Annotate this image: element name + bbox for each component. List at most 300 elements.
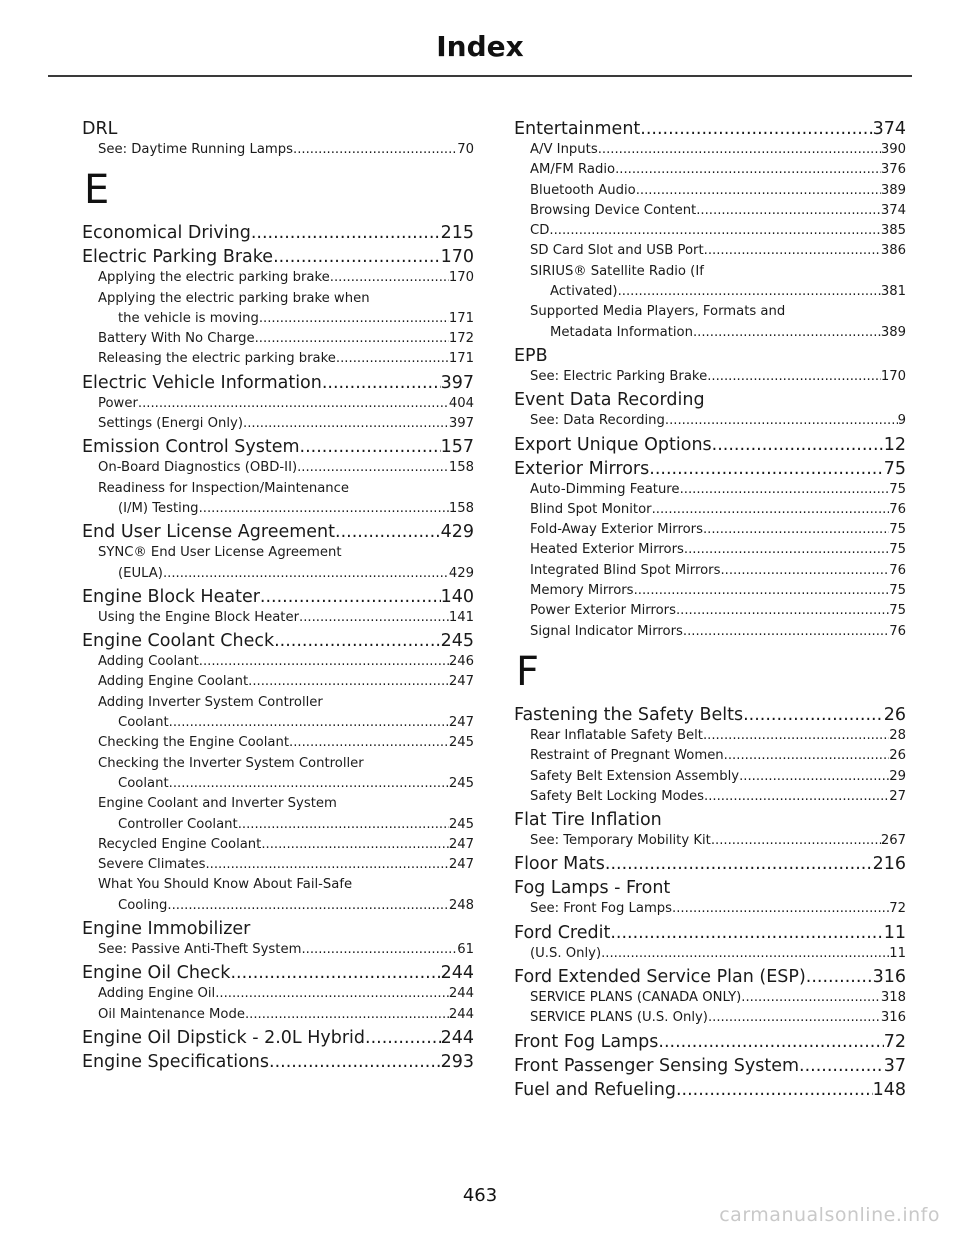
entry-label: Engine Oil Dipstick - 2.0L Hybrid [82,1027,366,1048]
dot-leader [169,774,449,794]
entry-label: (U.S. Only) [530,945,602,961]
index-subentry[interactable] [514,181,906,201]
index-subentry[interactable] [514,988,906,1008]
entry-label-continued: Activated) [550,284,618,300]
index-subentry[interactable] [514,411,906,431]
page-ref: 247 [448,674,474,690]
page-ref: 385 [880,223,906,239]
dot-leader [245,1005,449,1025]
index-subentry[interactable] [514,160,906,180]
dot-leader [676,1079,873,1101]
entry-label-continued: Cooling [118,897,168,913]
page-ref: 170 [440,247,474,268]
dot-leader [711,831,881,851]
dot-leader [704,787,889,807]
entry-label: See: Daytime Running Lamps [98,142,294,157]
entry-label: Checking the Inverter System Controller [98,755,364,771]
page-ref: 374 [880,202,906,218]
dot-leader [255,329,449,349]
index-entry[interactable] [82,372,474,394]
dot-leader [640,118,872,140]
entry-label: Front Fog Lamps [514,1031,659,1052]
page-ref: 397 [440,372,474,393]
index-subentry[interactable] [514,944,906,964]
entry-label: Fastening the Safety Belts [514,704,744,725]
index-subentry[interactable] [514,787,906,807]
page-ref: 245 [448,735,474,751]
dot-leader [741,988,881,1008]
index-entry[interactable] [82,962,474,984]
page-ref: 171 [448,351,474,367]
dot-leader [169,713,449,733]
entry-label: Safety Belt Locking Modes [530,788,705,804]
page-ref: 157 [440,437,474,458]
index-subentry[interactable] [514,899,906,919]
entry-label: Fold-Away Exterior Mirrors [530,522,703,538]
entry-label: Settings (Energi Only) [98,416,243,432]
entry-label-continued: the vehicle is moving [118,310,259,326]
dot-leader [704,241,881,261]
entry-label: Checking the Engine Coolant [98,735,289,751]
dot-leader [743,704,884,726]
page-ref: 216 [872,854,906,875]
index-subentry[interactable] [514,767,906,787]
index-subentry[interactable] [82,479,474,520]
entry-label-continued: (EULA) [118,565,163,581]
dot-leader [297,458,449,478]
index-subentry[interactable] [514,241,906,261]
index-subentry[interactable] [82,652,474,672]
index-column-left [82,116,474,1073]
dot-leader [696,201,881,221]
index-subentry[interactable] [82,289,474,330]
entry-label: See: Passive Anti-Theft System [98,942,302,958]
dot-leader [163,564,449,584]
dot-leader [299,608,449,628]
index-subentry[interactable] [514,601,906,621]
index-subentry[interactable] [82,458,474,478]
entry-label: Engine Coolant Check [82,631,275,652]
page-ref: 141 [448,609,474,625]
entry-label: SYNC® End User License Agreement [98,545,342,561]
entry-label: EPB [514,345,548,366]
page-ref: 244 [440,1027,474,1048]
index-entry[interactable] [514,922,906,944]
entry-label: Safety Belt Extension Assembly [530,768,740,784]
index-subentry[interactable] [514,302,906,343]
dot-leader [260,586,441,608]
entry-label: Engine Specifications [82,1051,270,1072]
dot-leader [549,221,880,241]
index-subentry[interactable] [82,835,474,855]
page-ref: 9 [897,413,906,429]
entry-label: Adding Engine Coolant [98,674,249,690]
dot-leader [680,480,890,500]
dot-leader [601,944,889,964]
header-divider [48,75,912,77]
entry-label: Power [98,395,138,411]
dot-leader [243,414,449,434]
page-ref: 37 [883,1055,906,1076]
dot-leader [708,1008,881,1028]
entry-label: CD [530,223,550,239]
section-letter: F [516,648,540,695]
index-subentry[interactable] [82,754,474,795]
entry-label: Exterior Mirrors [514,458,650,479]
index-entry[interactable] [514,118,906,140]
dot-leader [238,815,449,835]
dot-leader [335,521,441,543]
page-ref: 316 [872,967,906,988]
page-ref: 76 [889,501,906,517]
entry-label: Integrated Blind Spot Mirrors [530,562,721,578]
page-ref: 244 [448,1006,474,1022]
dot-leader [739,767,889,787]
dot-leader [806,966,873,988]
index-subentry[interactable] [514,622,906,642]
index-subentry[interactable] [82,329,474,349]
index-subentry[interactable] [82,794,474,835]
page-ref: 429 [440,522,474,543]
entry-label: Adding Engine Oil [98,986,216,1002]
page-ref: 244 [440,963,474,984]
entry-label: SERVICE PLANS (CANADA ONLY) [530,990,742,1006]
page-ref: 76 [889,562,906,578]
index-subentry[interactable] [82,608,474,628]
page-ref: 381 [880,284,906,300]
entry-label: Floor Mats [514,854,605,875]
index-entry[interactable] [514,458,906,480]
page-ref: 72 [889,901,906,917]
page-ref: 245 [448,775,474,791]
page-ref: 158 [448,460,474,476]
dot-leader [251,222,441,244]
index-entry[interactable] [82,521,474,543]
entry-label: Restraint of Pregnant Women [530,748,724,764]
dot-leader [365,1027,441,1049]
entry-label: Using the Engine Block Heater [98,609,300,625]
entry-label: Battery With No Charge [98,331,255,347]
index-subentry[interactable] [82,855,474,875]
entry-label: Blind Spot Monitor [530,501,652,517]
page-ref: 75 [889,481,906,497]
index-subentry[interactable] [82,140,474,160]
entry-label: See: Electric Parking Brake [530,368,708,384]
entry-label: Fuel and Refueling [514,1079,676,1100]
dot-leader [289,733,449,753]
index-subentry[interactable] [82,543,474,584]
page-ref: 247 [448,715,474,731]
page-ref: 148 [872,1079,906,1100]
index-entry[interactable] [82,1051,474,1073]
page-ref: 11 [889,945,906,961]
dot-leader [300,436,441,458]
page-ref: 140 [440,586,474,607]
dot-leader [610,922,883,944]
page-ref: 29 [889,768,906,784]
dot-leader [261,835,448,855]
dot-leader [274,630,440,652]
index-subentry[interactable] [82,672,474,692]
dot-leader [322,372,441,394]
page-ref: 386 [880,243,906,259]
dot-leader [712,434,884,456]
page-ref: 246 [448,654,474,670]
entry-label-continued: Metadata Information [550,324,693,340]
index-subentry[interactable] [514,201,906,221]
index-entry[interactable] [514,704,906,726]
index-subentry[interactable] [514,726,906,746]
entry-label-continued: Controller Coolant [118,816,238,832]
entry-label: What You Should Know About Fail-Safe [98,877,353,893]
entry-label: Fog Lamps - Front [514,878,671,899]
index-subentry[interactable] [82,1005,474,1025]
dot-leader [269,1051,441,1073]
entry-label: Rear Inflatable Safety Belt [530,727,703,743]
index-subentry[interactable] [514,262,906,303]
dot-leader [205,855,448,875]
index-subentry[interactable] [514,540,906,560]
page-ref: 215 [440,223,474,244]
dot-leader [658,1031,883,1053]
entry-label: Memory Mirrors [530,583,634,599]
page-ref: 12 [883,434,906,455]
entry-label: Supported Media Players, Formats and [530,304,786,320]
index-subentry[interactable] [514,561,906,581]
entry-label: SIRIUS® Satellite Radio (If [530,263,704,279]
index-entry[interactable] [82,586,474,608]
entry-label: Signal Indicator Mirrors [530,623,683,639]
entry-label: Engine Coolant and Inverter System [98,796,337,812]
index-subentry[interactable] [82,349,474,369]
dot-leader [273,246,441,268]
page-ref: 170 [448,270,474,286]
dot-leader [605,853,873,875]
page-ref: 171 [448,310,474,326]
index-subentry[interactable] [514,581,906,601]
index-entry[interactable] [514,434,906,456]
index-subentry[interactable] [82,268,474,288]
entry-label: Oil Maintenance Mode [98,1006,245,1022]
dot-leader [799,1055,884,1077]
entry-label: Applying the electric parking brake when [98,290,370,306]
page-ref: 11 [883,922,906,943]
entry-label: Applying the electric parking brake [98,270,330,286]
dot-leader [672,899,889,919]
page-ref: 61 [457,942,474,958]
page-ref: 70 [457,142,474,157]
entry-label: See: Data Recording [530,413,665,429]
index-entry[interactable] [82,222,474,244]
page-number: 463 [462,1185,498,1206]
entry-label: See: Temporary Mobility Kit [530,833,711,849]
entry-label: Heated Exterior Mirrors [530,542,684,558]
index-entry[interactable] [82,118,474,140]
index-subentry[interactable] [82,984,474,1004]
dot-leader [720,561,889,581]
page-ref: 374 [872,119,906,139]
dot-leader [215,984,449,1004]
dot-leader [248,672,449,692]
page-ref: 389 [880,324,906,340]
dot-leader [199,499,449,519]
page-ref: 75 [889,583,906,599]
index-entry[interactable] [514,1031,906,1053]
page-ref: 248 [448,897,474,913]
dot-leader [684,540,889,560]
page-ref: 318 [880,990,906,1006]
entry-label: Auto-Dimming Feature [530,481,680,497]
index-entry[interactable] [514,809,906,831]
index-subentry[interactable] [82,875,474,916]
page-ref: 247 [448,836,474,852]
page-ref: 75 [889,603,906,619]
index-column-right [514,116,906,1101]
dot-leader [330,268,449,288]
index-subentry[interactable] [82,394,474,414]
entry-label: Engine Block Heater [82,586,260,607]
entry-label: Economical Driving [82,223,251,244]
entry-label-continued: Coolant [118,715,169,731]
entry-label: Power Exterior Mirrors [530,603,676,619]
page-ref: 72 [883,1031,906,1052]
page-ref: 404 [448,395,474,411]
entry-label: Severe Climates [98,857,206,873]
entry-label: DRL [82,119,118,139]
entry-label: SD Card Slot and USB Port [530,243,704,259]
dot-leader [618,282,881,302]
index-subentry[interactable] [514,746,906,766]
entry-label: Releasing the electric parking brake [98,351,336,367]
index-subentry[interactable] [514,500,906,520]
index-entry[interactable] [82,246,474,268]
page-ref: 170 [880,368,906,384]
entry-label: Browsing Device Content [530,202,697,218]
entry-label: Bluetooth Audio [530,182,636,198]
entry-label: Ford Extended Service Plan (ESP) [514,967,806,988]
page-ref: 267 [880,833,906,849]
index-entry[interactable] [514,389,906,411]
index-entry[interactable] [514,966,906,988]
entry-label: Export Unique Options [514,434,712,455]
dot-leader [634,581,890,601]
entry-label: SERVICE PLANS (U.S. Only) [530,1010,708,1026]
page-ref: 172 [448,331,474,347]
page-ref: 27 [889,788,906,804]
dot-leader [199,652,449,672]
dot-leader [259,309,449,329]
entry-label: Electric Vehicle Information [82,372,322,393]
page-ref: 429 [448,565,474,581]
entry-label: See: Front Fog Lamps [530,901,673,917]
dot-leader [676,601,889,621]
entry-label-continued: (I/M) Testing [118,500,199,516]
index-subentry[interactable] [514,520,906,540]
index-entry[interactable] [514,345,906,367]
entry-label: Engine Immobilizer [82,919,251,940]
dot-leader [167,896,448,916]
dot-leader [138,394,449,414]
page-ref: 26 [883,704,906,725]
page-ref: 389 [880,182,906,198]
index-subentry[interactable] [514,1008,906,1028]
page-ref: 75 [889,542,906,558]
page-ref: 75 [889,522,906,538]
entry-label: On-Board Diagnostics (OBD-II) [98,460,298,476]
index-entry[interactable] [514,1079,906,1101]
entry-label: Adding Inverter System Controller [98,694,323,710]
page-ref: 75 [883,458,906,479]
dot-leader [615,160,881,180]
entry-label: Entertainment [514,119,641,139]
page-ref: 316 [880,1010,906,1026]
dot-leader [598,140,881,160]
page-ref: 376 [880,162,906,178]
index-entry[interactable] [514,1055,906,1077]
entry-label: Event Data Recording [514,390,705,411]
index-entry[interactable] [82,630,474,652]
index-subentry[interactable] [82,693,474,734]
index-subentry[interactable] [82,940,474,960]
page-title: Index [436,30,524,63]
entry-label: Electric Parking Brake [82,247,274,268]
entry-label: Flat Tire Inflation [514,810,662,831]
watermark: carmanualsonline.info [719,1204,940,1226]
entry-label: Front Passenger Sensing System [514,1055,800,1076]
entry-label: Emission Control System [82,437,300,458]
page-ref: 247 [448,857,474,873]
entry-label: Recycled Engine Coolant [98,836,262,852]
dot-leader [693,323,881,343]
index-entry[interactable] [82,918,474,940]
page-ref: 390 [880,142,906,157]
entry-label: Readiness for Inspection/Maintenance [98,480,350,496]
index-subentry[interactable] [514,831,906,851]
dot-leader [724,746,890,766]
index-subentry[interactable] [82,414,474,434]
entry-label: Ford Credit [514,922,611,943]
index-subentry[interactable] [514,480,906,500]
page-ref: 245 [448,816,474,832]
index-subentry[interactable] [82,733,474,753]
entry-label: Engine Oil Check [82,963,231,984]
index-entry[interactable] [82,1027,474,1049]
dot-leader [707,367,881,387]
index-subentry[interactable] [514,140,906,160]
dot-leader [230,962,440,984]
index-subentry[interactable] [514,367,906,387]
index-entry[interactable] [514,853,906,875]
dot-leader [636,181,881,201]
dot-leader [301,940,457,960]
dot-leader [665,411,898,431]
index-entry[interactable] [82,436,474,458]
index-subentry[interactable] [514,221,906,241]
page-ref: 76 [889,623,906,639]
dot-leader [293,140,457,160]
dot-leader [683,622,889,642]
page-ref: 245 [440,631,474,652]
entry-label: AM/FM Radio [530,162,616,178]
dot-leader [652,500,890,520]
page-ref: 158 [448,500,474,516]
entry-label-continued: Coolant [118,775,169,791]
page-ref: 397 [448,416,474,432]
dot-leader [649,458,883,480]
index-entry[interactable] [514,877,906,899]
page-ref: 26 [889,748,906,764]
section-letter: E [84,167,110,214]
